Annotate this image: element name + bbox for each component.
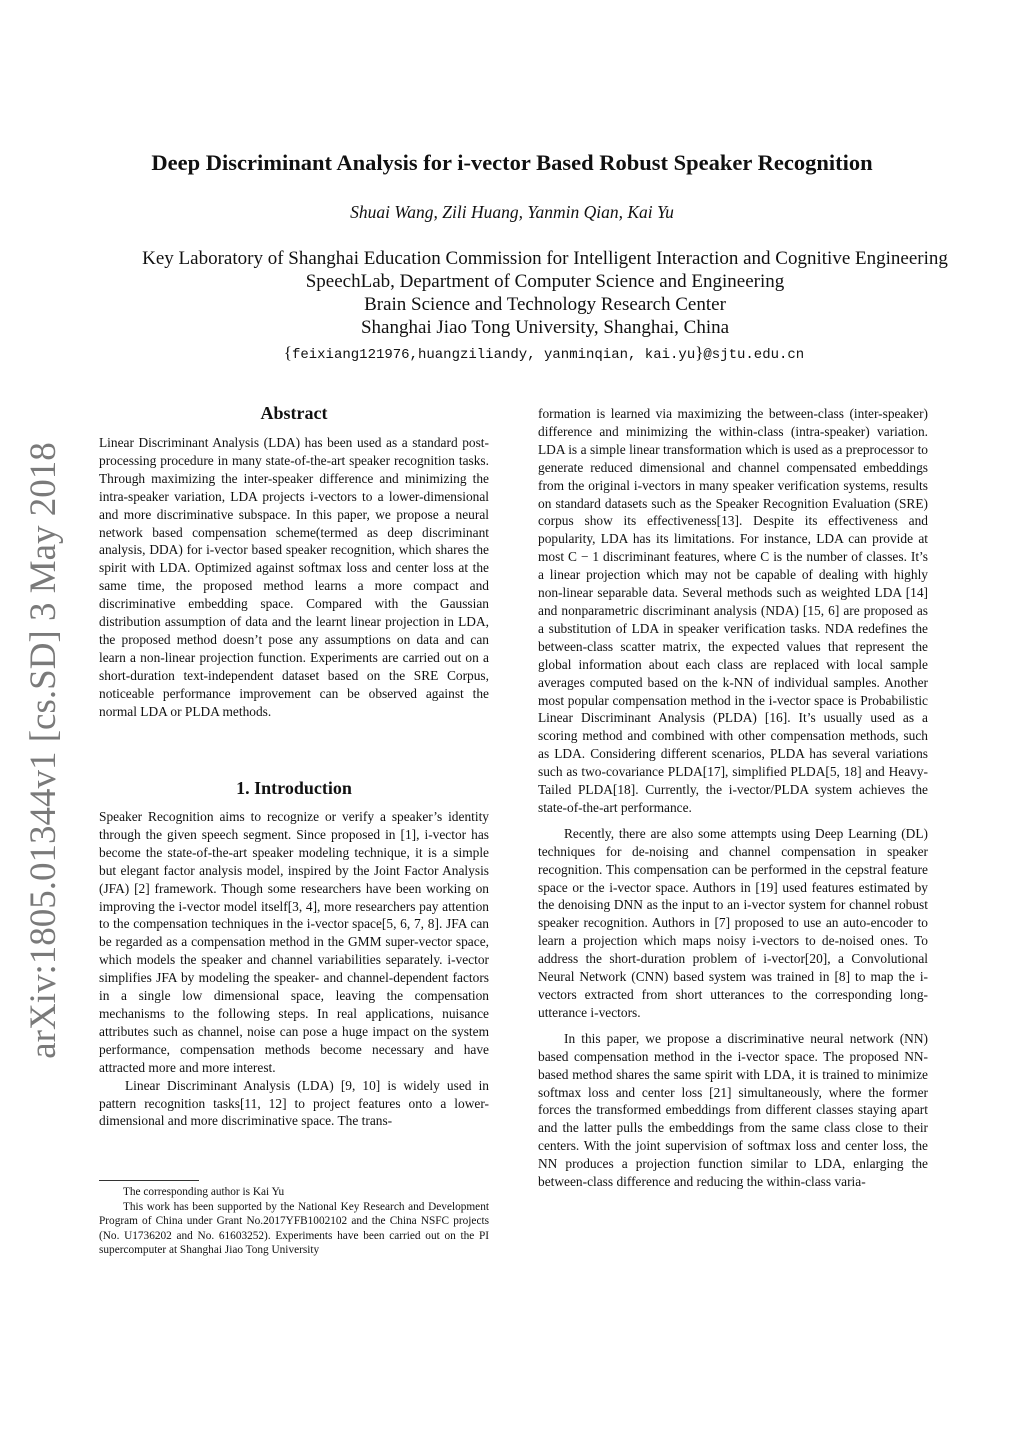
- footnote: The corresponding author is Kai Yu: [123, 1186, 285, 1198]
- abstract-body: [99, 434, 489, 721]
- affiliation-line: Shanghai Jiao Tong University, Shanghai, China: [360, 317, 730, 338]
- right-column-body: [538, 405, 928, 1191]
- intro-paragraph: Linear Discriminant Analysis (LDA) [9, 10] is widely used in pattern recognition tasks[11, 12] to project features onto a lower-dimensional and more discriminative space. The trans-: [99, 1077, 489, 1129]
- introduction-body: [99, 808, 489, 1130]
- body-paragraph: In this paper, we propose a discriminative neural network (NN) based compensation method in the i-vector space. The proposed NN-based method shares the same spirit with LDA, it is trained to minimize softmax loss and center loss [21] simultaneously, where the former forces the transformed embeddings from different classes staying apart and the latter pulls the embeddings from the same class close to their centers. With the joint supervision of softmax loss and center loss, the NN produces a projection function similar to LDA, enlarging the between-class difference and reducing the within-class varia-: [538, 1030, 928, 1190]
- footnotes: [99, 1185, 489, 1258]
- paper-title: Deep Discriminant Analysis for i-vector Based Robust Speaker Recognition: [151, 150, 873, 175]
- email-brace-open: {: [283, 343, 292, 362]
- author-list: Shuai Wang, Zili Huang, Yanmin Qian, Kai Yu: [350, 202, 674, 222]
- affiliation-line: Brain Science and Technology Research Center: [364, 294, 726, 315]
- author-emails[interactable]: [0, 343, 1024, 363]
- email-domain: @sjtu.edu.cn: [703, 347, 805, 363]
- arxiv-identifier-stamp: [8, 441, 78, 1059]
- intro-paragraph: Speaker Recognition aims to recognize or verify a speaker’s identity through the given speech segment. Since proposed in [1], i-vector has become the state-of-the-art speaker modeling technique, it is a simple but elegant factor analysis model, inspired by the Joint Factor Analysis (JFA) [2] framework. Though some researchers have been working on improving the i-vector model itself[3, 4], more researchers pay attention to the compensation techniques in the i-vector space[5, 6, 7, 8]. JFA can be regarded as a compensation method in the GMM super-vector space, which models the speaker and channel variabilities separately. i-vector simplifies JFA by modeling the speaker- and channel-dependent factors in a single low dimensional space, leaving the compensation mechanisms to the following steps. In real applications, nuisance attributes such as channel, noise can pose a huge impact on the system performance, compensation methods become necessary and have attracted more and more interest.: [99, 809, 489, 1075]
- abstract-heading: Abstract: [260, 403, 328, 423]
- arxiv-identifier: arXiv:1805.01344v1 [cs.SD] 3 May 2018: [22, 441, 64, 1059]
- introduction-heading: 1. Introduction: [236, 778, 352, 798]
- affiliation-line: SpeechLab, Department of Computer Science and Engineering: [305, 271, 785, 292]
- abstract-text: Linear Discriminant Analysis (LDA) has been used as a standard post-processing procedure in many state-of-the-art speaker recognition tasks. Through maximizing the inter-speaker difference and minimizing the intra-speaker variation, LDA projects i-vectors to a lower-dimensional and more discriminative subspace. In this paper, we propose a neural network based compensation scheme(termed as deep discriminant analysis, DDA) for i-vector based speaker recognition, which shares the spirit with LDA. Optimized against softmax loss and center loss at the same time, the proposed method learns a more compact and discriminative embedding space. Compared with the Gaussian distribution assumption of data and the learnt linear projection in LDA, the proposed method doesn’t pose any assumptions on data and can learn a non-linear projection function. Experiments are carried out on a short-duration text-independent dataset based on the SRE Corpus, noticeable performance improvement can be observed against the normal LDA or PLDA methods.: [99, 435, 489, 719]
- affiliation-line: Key Laboratory of Shanghai Education Commission for Intelligent Interaction and Cognitive Engineering: [142, 248, 948, 269]
- email-brace-close: }: [695, 343, 704, 362]
- body-paragraph: formation is learned via maximizing the between-class (inter-speaker) difference and minimizing the within-class (intra-speaker) variation. LDA is a simple linear transformation which is used as a preprocessor to generate reduced dimensional and channel compensated embeddings from the original i-vectors in many speaker verification systems, results on standard datasets such as the Speaker Recognition Evaluation (SRE) corpus show its effectiveness[13]. Despite its effectiveness and popularity, LDA has its limitations. For instance, LDA can provide at most C − 1 discriminant features, where C is the number of classes. It’s a linear projection which may not be capable of dealing with highly non-linear separable data. Several methods such as weighted LDA [14] and nonparametric discriminant analysis (NDA) [15, 6] are proposed as a substitution of LDA in speaker verification tasks. NDA redefines the between-class scatter matrix, the expected values that represent the global information about each class are replaced with local sample averages computed based on the k-NN of individual samples. Another most popular compensation method in the i-vector space is Probabilistic Linear Discriminant Analysis (PLDA) [16]. It’s usually used as a scoring method and combined with other compensation methods, such as LDA. Considering different scenarios, PLDA has several variations such as two-covariance PLDA[17], simplified PLDA[5, 18] and Heavy-Tailed PLDA[18]. Currently, the i-vector/PLDA system achieves the state-of-the-art performance.: [538, 406, 928, 815]
- body-paragraph: Recently, there are also some attempts using Deep Learning (DL) techniques for de-noising and channel compensation in speaker recognition. This compensation can be performed in the cepstral feature space or the i-vector space. Authors in [19] used features estimated by the denoising DNN as the input to an i-vector system for channel robust speaker recognition. Authors in [7] proposed to use an auto-encoder to learn a projection which maps noisy i-vectors to de-noised ones. To address the short-duration problem of i-vector[20], a Convolutional Neural Network (CNN) based system was trained in [8] to map the i-vectors extracted from short utterances to the corresponding long-utterance i-vectors.: [538, 825, 928, 1020]
- footnote: This work has been supported by the National Key Research and Development Program of China under Grant No.2017YFB1002102 and the China NSFC projects (No. U1736202 and No. 61603252). Experiments have been carried out on the PI supercomputer at Shanghai Jiao Tong University: [99, 1200, 489, 1256]
- email-users: feixiang121976,huangziliandy, yanminqian, kai.yu: [291, 347, 696, 363]
- footnote-divider: [99, 1180, 199, 1181]
